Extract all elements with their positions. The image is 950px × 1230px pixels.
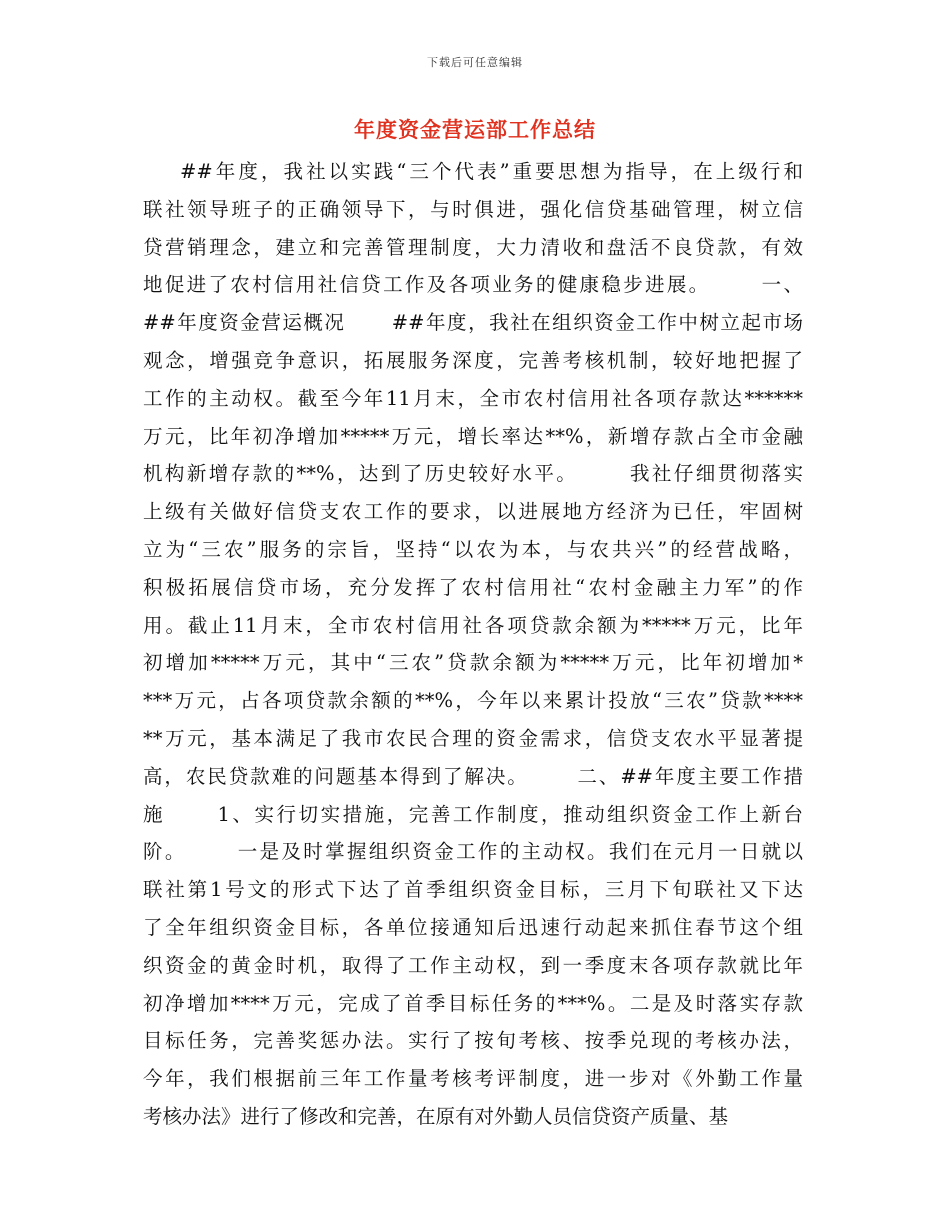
body-line: 地促进了农村信用社信贷工作及各项业务的健康稳步进展。 一、 bbox=[143, 273, 803, 297]
body-line: 施 1、实行切实措施，完善工作制度，推动组织资金工作上新台 bbox=[143, 802, 803, 826]
body-line: 万元，比年初净增加*****万元，增长率达**%，新增存款占全市金融 bbox=[143, 424, 803, 448]
body-line: 今年，我们根据前三年工作量考核考评制度，进一步对《外勤工作量 bbox=[143, 1067, 803, 1091]
body-line: 织资金的黄金时机，取得了工作主动权，到一季度末各项存款就比年 bbox=[143, 953, 803, 977]
body-line: 联社领导班子的正确领导下，与时俱进，强化信贷基础管理，树立信 bbox=[143, 197, 803, 221]
body-line: 考核办法》进行了修改和完善，在原有对外勤人员信贷资产质量、基 bbox=[143, 1104, 729, 1128]
document-title: 年度资金营运部工作总结 bbox=[354, 118, 596, 142]
body-line: 初净增加****万元，完成了首季目标任务的***%。二是及时落实存款 bbox=[143, 991, 803, 1015]
body-line: 目标任务，完善奖惩办法。实行了按旬考核、按季兑现的考核办法， bbox=[143, 1029, 803, 1053]
body-line: 积极拓展信贷市场，充分发挥了农村信用社“农村金融主力军”的作 bbox=[143, 575, 803, 599]
body-line: ***万元，占各项贷款余额的**%，今年以来累计投放“三农”贷款**** bbox=[143, 689, 803, 713]
body-line: 机构新增存款的**%，达到了历史较好水平。 我社仔细贯彻落实 bbox=[143, 462, 803, 486]
body-line: 初增加*****万元，其中“三农”贷款余额为*****万元，比年初增加* bbox=[143, 651, 803, 675]
body-line: 工作的主动权。截至今年11月末，全市农村信用社各项存款达****** bbox=[143, 386, 803, 410]
body-line: 上级有关做好信贷支农工作的要求，以进展地方经济为已任，牢固树 bbox=[143, 500, 803, 524]
page-header-note: 下载后可任意编辑 bbox=[427, 56, 523, 69]
body-line: 高，农民贷款难的问题基本得到了解决。 二、##年度主要工作措 bbox=[143, 764, 803, 788]
document-body bbox=[143, 160, 803, 1143]
body-line: 用。截止11月末，全市农村信用社各项贷款余额为*****万元，比年 bbox=[143, 613, 803, 637]
body-line: ##年度，我社以实践“三个代表”重要思想为指导，在上级行和 bbox=[143, 160, 803, 183]
body-line: **万元，基本满足了我市农民合理的资金需求，信贷支农水平显著提 bbox=[143, 726, 803, 750]
body-line: 贷营销理念，建立和完善管理制度，大力清收和盘活不良贷款，有效 bbox=[143, 235, 803, 259]
body-line: 观念，增强竞争意识，拓展服务深度，完善考核机制，较好地把握了 bbox=[143, 348, 803, 372]
body-line: 立为“三农”服务的宗旨，坚持“以农为本，与农共兴”的经营战略， bbox=[143, 537, 803, 561]
body-line: ##年度资金营运概况 ##年度，我社在组织资金工作中树立起市场 bbox=[143, 311, 803, 335]
body-line: 了全年组织资金目标，各单位接通知后迅速行动起来抓住春节这个组 bbox=[143, 915, 803, 939]
body-line: 阶。 一是及时掌握组织资金工作的主动权。我们在元月一日就以 bbox=[143, 840, 803, 864]
body-line: 联社第1号文的形式下达了首季组织资金目标，三月下旬联社又下达 bbox=[143, 878, 803, 902]
